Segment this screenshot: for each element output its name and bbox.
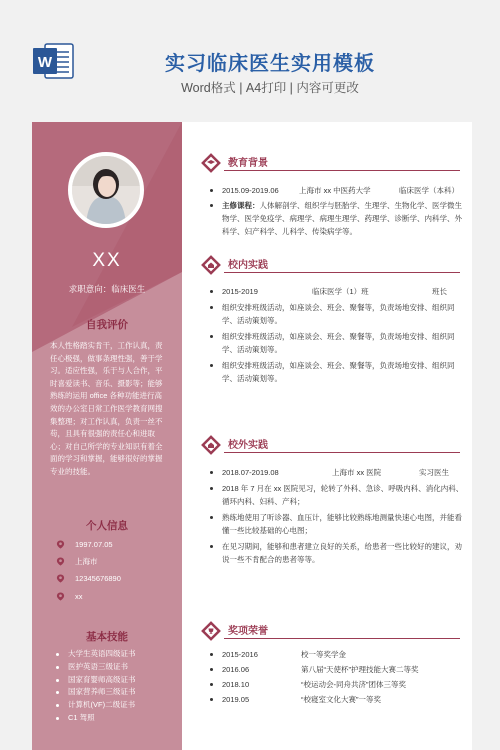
external-org: 上海市 xx 医院 xyxy=(332,468,382,477)
external-role: 实习医生 xyxy=(419,468,449,477)
page-title: 实习临床医生实用模板 xyxy=(165,53,375,75)
birthday-row xyxy=(56,538,113,550)
honor-year: 2015-2016 xyxy=(222,650,258,659)
candidate-name: XX xyxy=(92,250,122,271)
external-body xyxy=(209,466,464,566)
location-text: 上海市 xyxy=(75,556,98,566)
resume-page xyxy=(32,122,472,750)
honor-row xyxy=(209,678,464,691)
job-intent: 求职意向：临床医生 xyxy=(68,284,146,294)
education-row xyxy=(209,184,464,197)
honor-text: “校寝室文化大赛”一等奖 xyxy=(301,695,381,704)
external-item: 熟练地使用了听诊器、血压计，能够比较熟练地测量快速心电图，并能看懂一些比较基础的心电图； xyxy=(209,511,464,537)
honor-year: 2019.05 xyxy=(222,695,250,704)
skill-item: 医护英语三级证书 xyxy=(54,661,174,674)
external-row xyxy=(209,466,464,479)
avatar-portrait xyxy=(72,156,140,224)
honor-row xyxy=(209,663,464,676)
hospital-icon xyxy=(200,434,222,456)
campus-role: 班长 xyxy=(432,287,447,296)
honors-header xyxy=(200,620,460,642)
phone-row xyxy=(56,572,121,584)
sidebar xyxy=(32,122,182,750)
campus-period: 2015-2019 xyxy=(222,287,258,296)
honor-year: 2016.06 xyxy=(222,665,250,674)
honor-text: “校运动会-同舟共济”团体三等奖 xyxy=(301,680,406,689)
email-text: xx xyxy=(75,591,83,601)
education-period: 2015.09-2019.06 xyxy=(222,186,279,195)
graduation-cap-icon xyxy=(200,152,222,174)
campus-org: 临床医学（1）班 xyxy=(312,287,369,296)
honor-text: 校一等奖学金 xyxy=(301,650,346,659)
education-major: 临床医学（本科） xyxy=(399,186,459,195)
education-courses xyxy=(209,199,464,238)
skill-item: C1 驾照 xyxy=(54,712,174,725)
education-body xyxy=(209,184,464,238)
avatar xyxy=(68,152,144,228)
honor-row xyxy=(209,648,464,661)
education-header xyxy=(200,152,460,174)
external-period: 2018.07-2019.08 xyxy=(222,468,279,477)
birthday-text: 1997.07.05 xyxy=(75,539,113,549)
phone-text: 12345676890 xyxy=(75,573,121,583)
page-subtitle: Word格式 | A4打印 | 内容可更改 xyxy=(181,81,359,95)
skills-title: 基本技能 xyxy=(86,631,128,643)
courses-label: 主修课程： xyxy=(222,201,260,210)
honor-year: 2018.10 xyxy=(222,680,250,689)
honors-title: 奖项荣誉 xyxy=(228,626,268,637)
skill-item: 国家育婴师高级证书 xyxy=(54,674,174,687)
campus-item: 组织安排班级活动，如座谈会、班会、聚餐等，负责场地安排、组织同学、活动策划等。 xyxy=(209,301,464,327)
honors-body xyxy=(209,648,464,706)
campus-body xyxy=(209,285,464,385)
honor-row xyxy=(209,693,464,706)
education-title: 教育背景 xyxy=(228,158,268,169)
house-icon xyxy=(200,254,222,276)
skill-item: 国家营养师三级证书 xyxy=(54,686,174,699)
email-icon xyxy=(56,592,65,601)
external-header xyxy=(200,434,460,456)
external-title: 校外实践 xyxy=(228,440,268,451)
self-eval-text: 本人性格踏实肯干，工作认真，责任心极强，做事条理性强，善于学习。适应性强，乐于与人合作，平时喜爱读书、音乐、摄影等；能够熟练的运用 office 各种功能进行高效的办公室日常工作医学教育网搜集整理；对工作认真，负责一丝不苟，且具有很强的责任心和进取心；对自己所学的专业知识有着全面的学习和掌握，能够很好的掌握专业的技能。 xyxy=(50,341,163,476)
self-eval-title: 自我评价 xyxy=(86,319,128,331)
phone-icon xyxy=(56,574,65,583)
education-school: 上海市 xx 中医药大学 xyxy=(299,186,371,195)
email-row xyxy=(56,590,83,602)
campus-title: 校内实践 xyxy=(228,260,268,271)
campus-item: 组织安排班级活动，如座谈会、班会、聚餐等，负责场地安排、组织同学、活动策划等。 xyxy=(209,359,464,385)
skill-item: 计算机(VF)二级证书 xyxy=(54,699,174,712)
skills-list xyxy=(54,648,174,725)
trophy-icon xyxy=(200,620,222,642)
external-item: 2018 年 7 月在 xx 医院见习，轮转了外科、急诊、呼吸内科、消化内科、循环内科、妇科、产科； xyxy=(209,482,464,508)
location-icon xyxy=(56,557,65,566)
personal-info-title: 个人信息 xyxy=(86,520,128,532)
campus-row xyxy=(209,285,464,298)
campus-header xyxy=(200,254,460,276)
honor-text: 第八届“天使杯”护理技能大赛二等奖 xyxy=(301,665,419,674)
svg-text:W: W xyxy=(37,54,53,71)
location-row xyxy=(56,555,98,567)
calendar-icon xyxy=(56,540,65,549)
skill-item: 大学生英语四级证书 xyxy=(54,648,174,661)
campus-item: 组织安排班级活动，如座谈会、班会、聚餐等，负责场地安排、组织同学、活动策划等。 xyxy=(209,330,464,356)
page-header xyxy=(0,0,500,112)
external-item: 在见习期间，能够和患者建立良好的关系，给患者一些比较好的建议，劝说一些不肯配合的患者等等。 xyxy=(209,540,464,566)
courses-text: 人体解剖学、组织学与胚胎学、生理学、生物化学、医学微生物学、医学免疫学、病理学、病理生理学、药理学、诊断学、内科学、外科学、妇产科学、儿科学、传染病学等。 xyxy=(222,201,462,236)
